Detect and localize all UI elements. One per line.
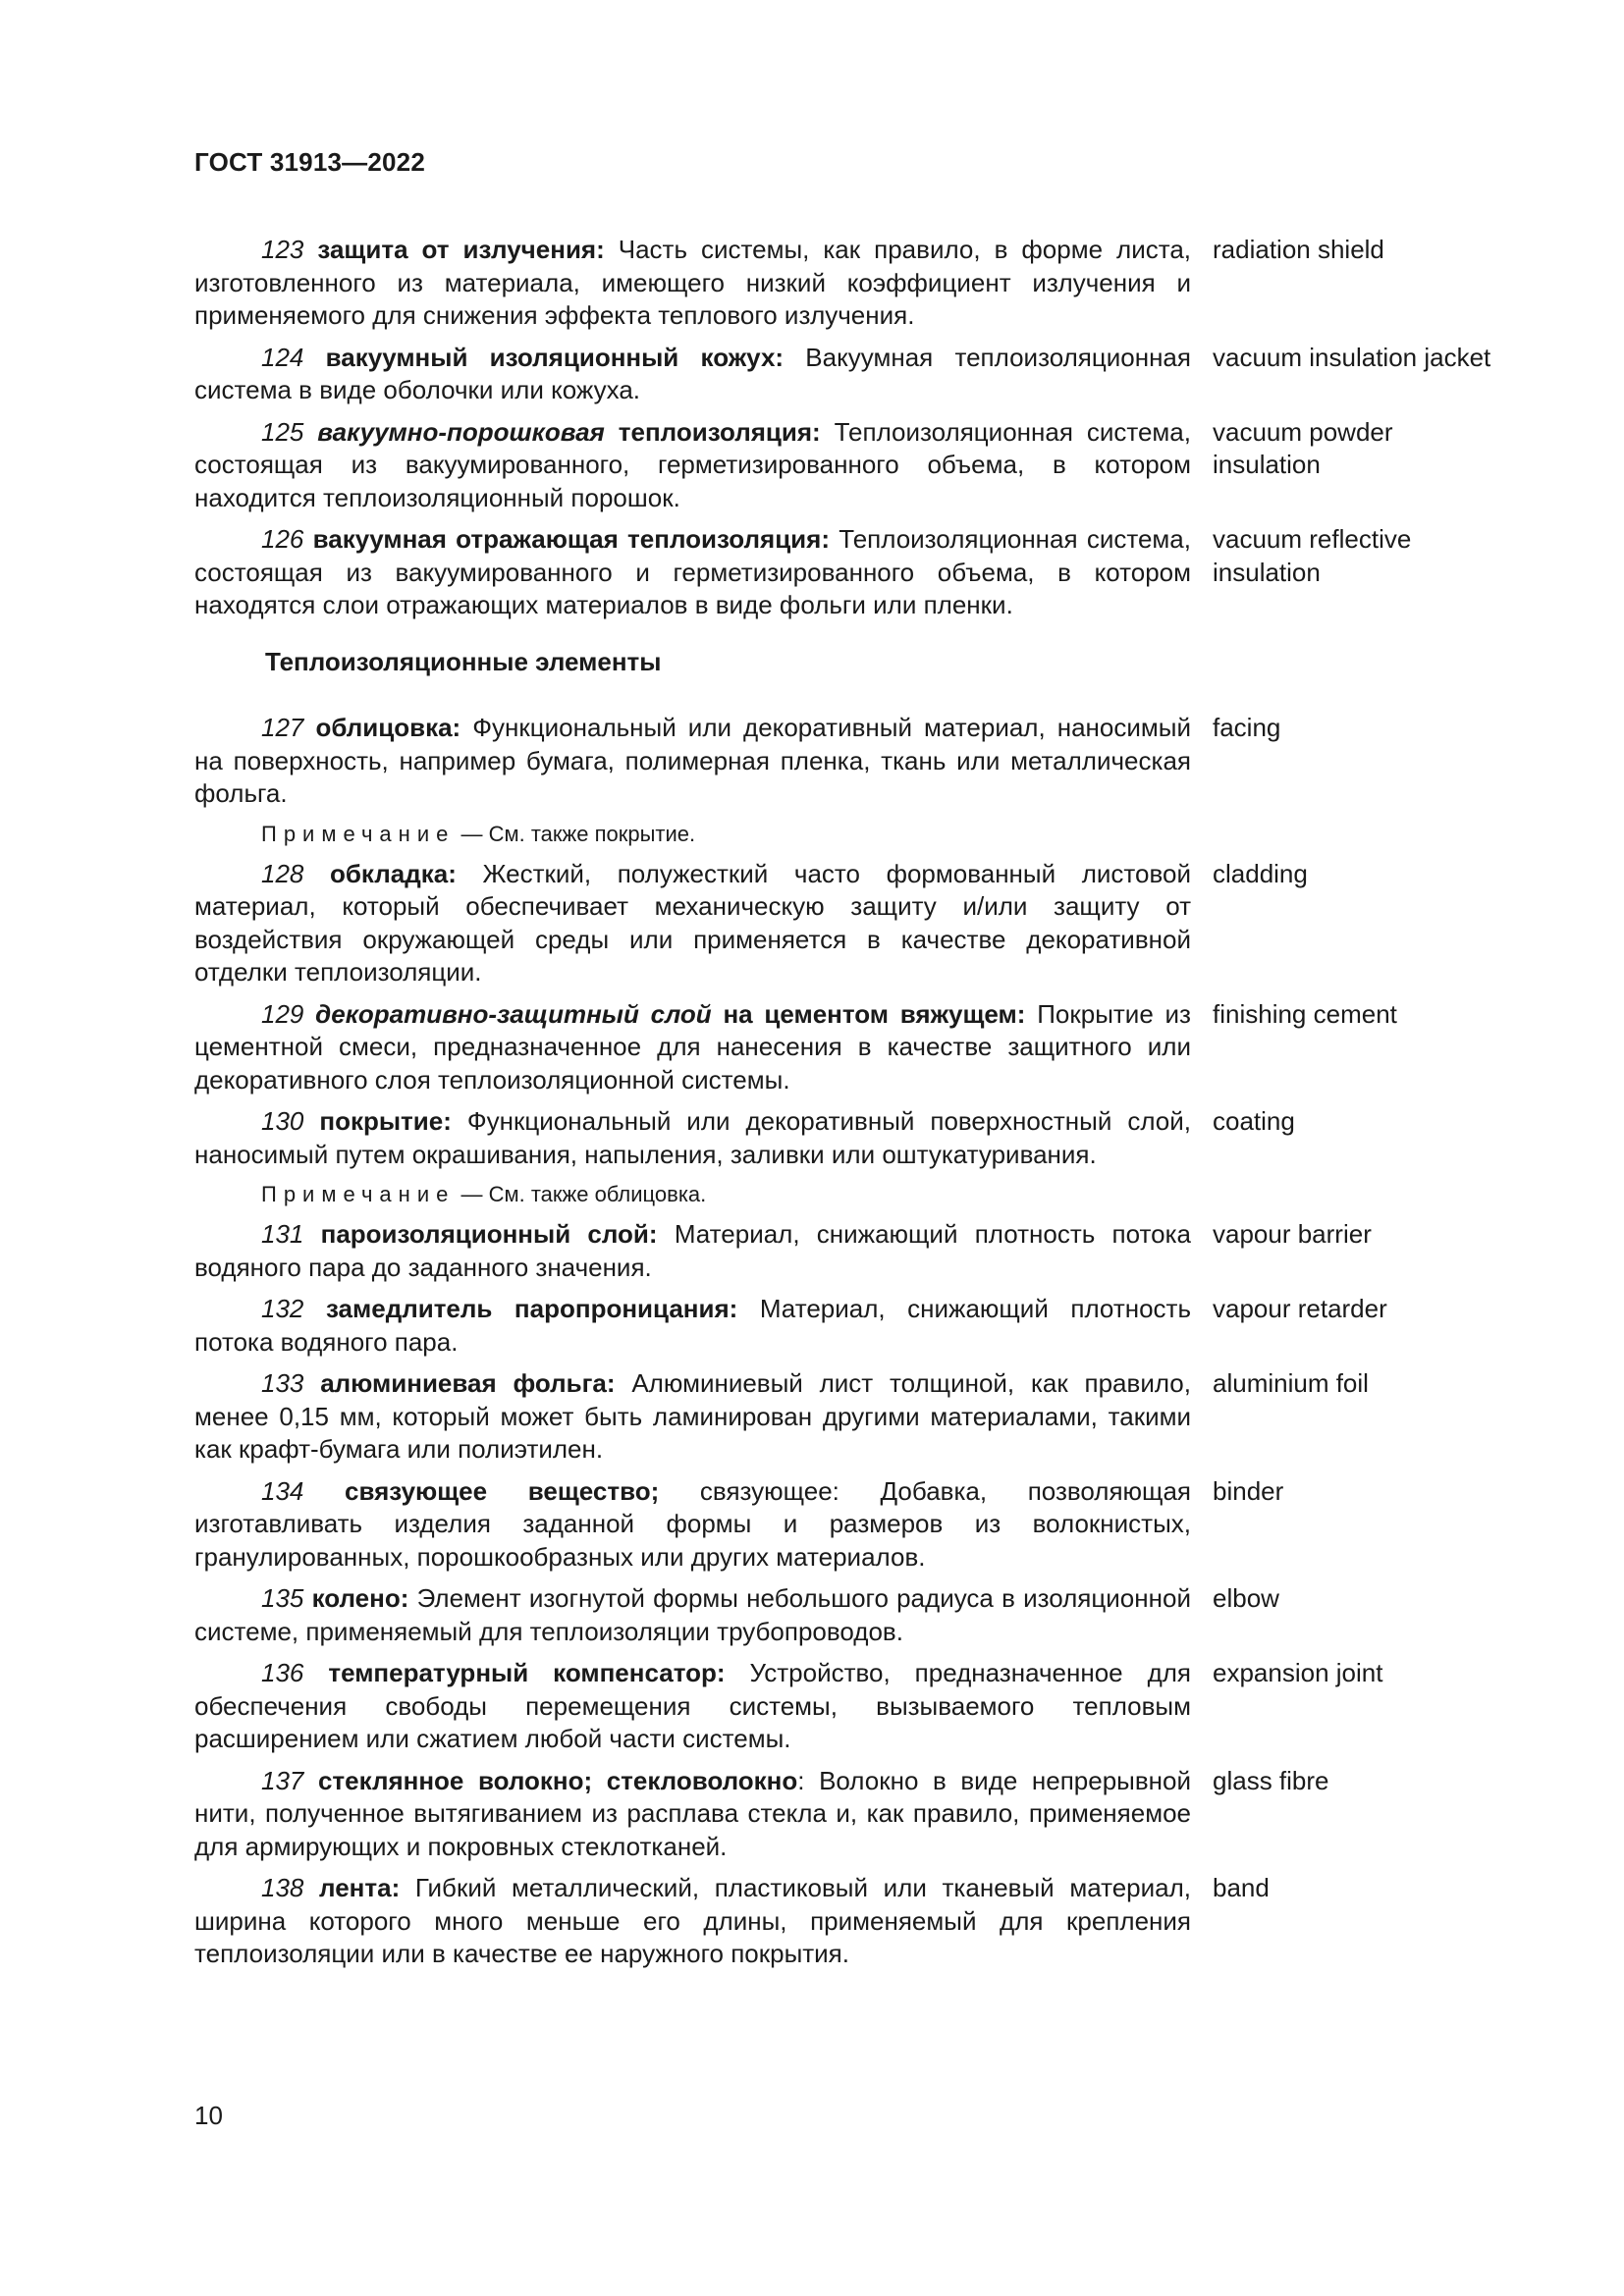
term-number: 126	[261, 524, 304, 554]
term-number: 123	[261, 235, 304, 264]
term-name: теплоизоляция:	[618, 416, 821, 447]
term-entry-127	[194, 712, 1520, 811]
term-name: облицовка:	[315, 713, 461, 742]
english-line: insulation	[1213, 450, 1321, 479]
term-number: 124	[261, 342, 304, 372]
english-equivalent: glass fibre	[1213, 1765, 1329, 1795]
english-line: vacuum reflective	[1213, 524, 1412, 554]
definition-text: Теплоизоляционная система, состоящая из вакуумированного и герметизированного объема, в котором находятся слои отражающих материалов в виде фольги или пленки.	[194, 524, 1191, 619]
term-entry-134	[194, 1475, 1520, 1575]
term-definition	[194, 1765, 1191, 1864]
note-text: — См. также покрытие.	[460, 821, 696, 846]
term-entry-132	[194, 1293, 1520, 1359]
term-number: 125	[261, 416, 304, 447]
english-equivalent: elbow	[1213, 1583, 1279, 1613]
term-entry-123	[194, 234, 1520, 333]
term-name: обкладка:	[329, 858, 457, 888]
term-name: связующее вещество;	[345, 1475, 660, 1506]
english-equivalent: vapour retarder	[1213, 1294, 1387, 1323]
definition-text: Функциональный или декоративный материал, наносимый на поверхность, например бумага, полимерная пленка, ткань или металлическая фольга.	[194, 713, 1191, 808]
definition-text: Покрытие из цементной смеси, предназначенное для нанесения в качестве защитного или декоративного слоя теплоизоляционной системы.	[194, 998, 1191, 1095]
definition-text: Алюминиевый лист толщиной, как правило, менее 0,15 мм, который может быть ламинирован другими материалами, такими как крафт-бумага или полиэтилен.	[194, 1368, 1191, 1464]
term-number: 136	[261, 1658, 304, 1687]
term-entry-128	[194, 858, 1520, 989]
english-equivalent: vacuum insulation jacket	[1213, 342, 1491, 372]
page-number: 10	[194, 2101, 223, 2130]
term-definition	[194, 1218, 1191, 1284]
page-header: ГОСТ 31913—2022	[194, 147, 425, 177]
term-definition	[194, 858, 1191, 989]
term-number: 132	[261, 1294, 304, 1323]
note-text: — См. также облицовка.	[460, 1182, 707, 1206]
definition-text: связующее: Добавка, позволяющая изготавливать изделия заданной формы и размеров из волокнистых, гранулированных, порошкообразных или других материалов.	[194, 1475, 1191, 1572]
english-equivalent: radiation shield	[1213, 235, 1384, 264]
english-equivalent: band	[1213, 1873, 1270, 1902]
term-name: лента:	[319, 1873, 401, 1902]
definition-text: Материал, снижающий плотность потока водяного пара до заданного значения.	[194, 1219, 1191, 1282]
term-definition	[194, 1657, 1191, 1756]
term-name: покрытие:	[319, 1106, 452, 1136]
term-definition	[194, 712, 1191, 811]
term-number: 127	[261, 713, 304, 742]
english-equivalent: coating	[1213, 1106, 1295, 1136]
term-name: колено:	[311, 1583, 409, 1613]
term-entry-133	[194, 1367, 1520, 1467]
term-definition	[194, 416, 1191, 515]
english-line: vacuum powder	[1213, 416, 1393, 447]
term-entry-131	[194, 1218, 1520, 1284]
term-entry-137	[194, 1765, 1520, 1864]
definition-text: Теплоизоляционная система, состоящая из вакуумированного, герметизированного объема, в котором находится теплоизоляционный порошок.	[194, 416, 1191, 512]
english-equivalent: aluminium foil	[1213, 1368, 1369, 1398]
definition-text: Материал, снижающий плотность потока водяного пара.	[194, 1294, 1191, 1357]
english-equivalent	[1213, 416, 1507, 515]
definition-text: Устройство, предназначенное для обеспечения свободы перемещения системы, вызываемого тепловым расширением или сжатием любой части системы.	[194, 1658, 1191, 1753]
term-name-italic: вакуумно-порошковая	[317, 416, 605, 447]
term-entry-124	[194, 342, 1520, 407]
term-entry-130	[194, 1105, 1520, 1171]
term-entry-125	[194, 416, 1520, 515]
term-name: вакуумный изоляционный кожух:	[325, 342, 785, 372]
term-number: 134	[261, 1475, 304, 1506]
term-name: пароизоляционный слой:	[320, 1219, 658, 1249]
note-label: Примечание	[261, 821, 456, 846]
term-name: на цементом вяжущем:	[723, 998, 1026, 1029]
english-line: insulation	[1213, 557, 1321, 587]
term-number: 138	[261, 1873, 304, 1902]
term-number: 131	[261, 1219, 304, 1249]
term-name: алюминиевая фольга:	[320, 1368, 616, 1398]
definition-text: Жесткий, полужесткий часто формованный листовой материал, который обеспечивает механическую защиту и/или защиту от воздействия окружающей среды или применяется в качестве декоративной отделки теплоизоляции.	[194, 858, 1191, 987]
note-label: Примечание	[261, 1182, 456, 1206]
definition-text: Функциональный или декоративный поверхностный слой, наносимый путем окрашивания, напыления, заливки или оштукатуривания.	[194, 1106, 1191, 1169]
english-equivalent: expansion joint	[1213, 1658, 1383, 1687]
term-number: 133	[261, 1368, 304, 1398]
definition-text: Гибкий металлический, пластиковый или тканевый материал, ширина которого много меньше его длины, применяемый для крепления теплоизоляции или в качестве ее наружного покрытия.	[194, 1873, 1191, 1968]
definition-text: : Волокно в виде непрерывной нити, полученное вытягиванием из расплава стекла и, как правило, применяемое для армирующих и покровных стеклотканей.	[194, 1765, 1192, 1861]
term-name: вакуумная отражающая теплоизоляция:	[312, 524, 830, 554]
english-equivalent	[1213, 523, 1507, 622]
term-entry-136	[194, 1657, 1520, 1756]
english-equivalent: facing	[1213, 713, 1281, 742]
english-equivalent: cladding	[1213, 858, 1308, 888]
term-entry-138	[194, 1872, 1520, 1971]
term-entry-135	[194, 1582, 1520, 1648]
definition-text: Часть системы, как правило, в форме листа, изготовленного из материала, имеющего низкий коэффициент излучения и применяемого для снижения эффекта теплового излучения.	[194, 235, 1192, 330]
term-definition	[194, 523, 1191, 622]
definition-text: Элемент изогнутой формы небольшого радиуса в изоляционной системе, применяемый для теплоизоляции трубопроводов.	[194, 1583, 1191, 1646]
term-definition	[194, 998, 1191, 1097]
english-equivalent: vapour barrier	[1213, 1219, 1372, 1249]
term-name: замедлитель паропроницания:	[325, 1294, 738, 1323]
term-definition	[194, 1105, 1191, 1171]
term-name-italic: декоративно-защитный слой	[315, 998, 712, 1029]
term-entry-126	[194, 523, 1520, 622]
term-definition	[194, 1582, 1191, 1648]
section-heading: Теплоизоляционные элементы	[265, 646, 662, 676]
term-number: 137	[261, 1765, 304, 1795]
term-definition	[194, 234, 1191, 333]
term-definition	[194, 1872, 1191, 1971]
term-number: 129	[261, 998, 304, 1029]
english-equivalent: finishing cement	[1213, 998, 1397, 1029]
note	[194, 820, 1191, 849]
term-number: 128	[261, 858, 304, 888]
term-name: температурный компенсатор:	[328, 1658, 726, 1687]
term-number: 135	[261, 1583, 304, 1613]
term-number: 130	[261, 1106, 304, 1136]
term-definition	[194, 1293, 1191, 1359]
english-equivalent: binder	[1213, 1475, 1284, 1506]
term-definition	[194, 1475, 1191, 1575]
definition-text: Вакуумная теплоизоляционная система в виде оболочки или кожуха.	[194, 342, 1191, 404]
term-definition	[194, 1367, 1191, 1467]
note	[194, 1180, 1191, 1209]
term-name: защита от излучения:	[317, 235, 605, 264]
term-entry-129	[194, 998, 1520, 1097]
terms-list	[194, 234, 1520, 1980]
term-name: стеклянное волокно; стекловолокно	[317, 1765, 798, 1795]
term-definition	[194, 342, 1191, 407]
